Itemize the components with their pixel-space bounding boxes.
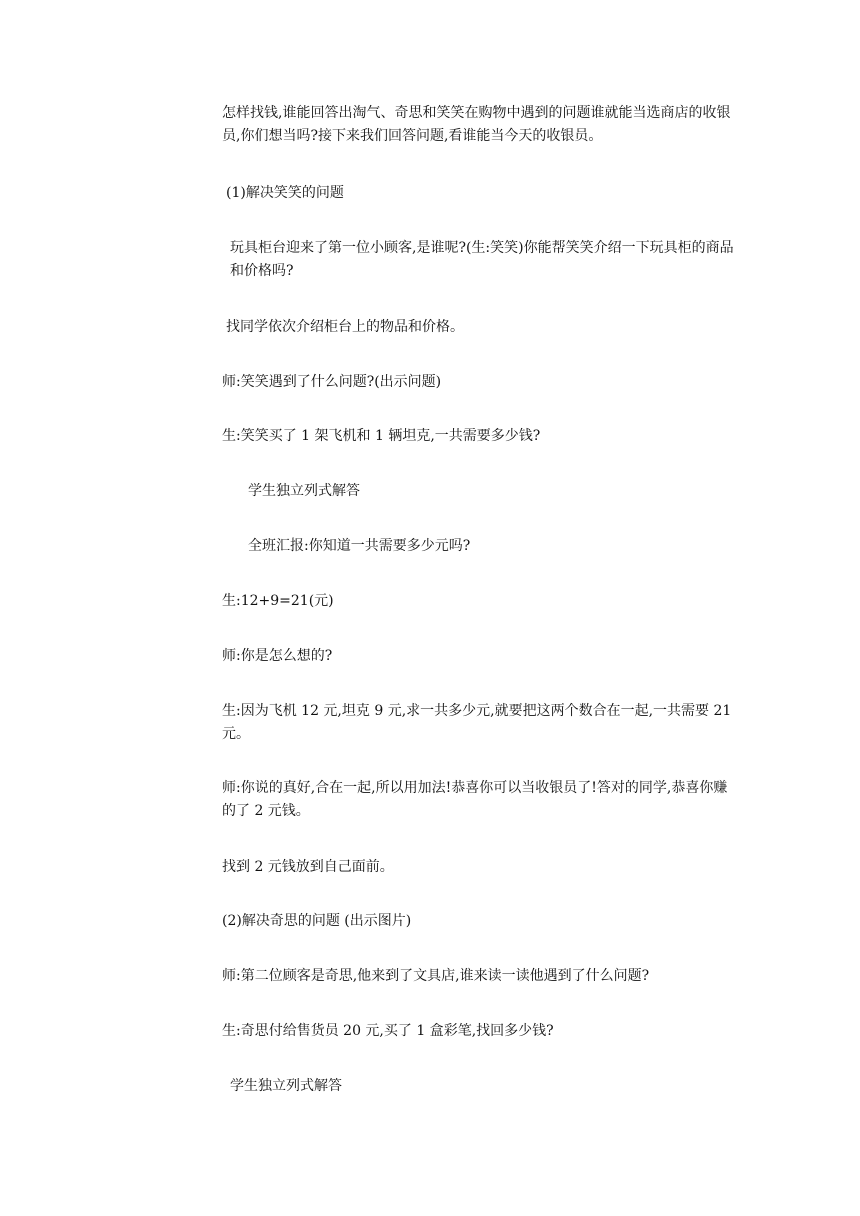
paragraph-student-problem: 生:笑笑买了 1 架飞机和 1 辆坦克,一共需要多少钱? — [222, 428, 541, 444]
paragraph-class-report: 全班汇报:你知道一共需要多少元吗? — [248, 538, 471, 554]
paragraph-toy-counter: 玩具柜台迎来了第一位小顾客,是谁呢?(生:笑笑)你能帮笑笑介绍一下玩具柜的商品和价格吗? — [230, 240, 734, 279]
paragraph-teacher-praise: 师:你说的真好,合在一起,所以用加法!恭喜你可以当收银员了!答对的同学,恭喜你赚的了 2 元钱。 — [222, 780, 728, 819]
paragraph-independent-solve: 学生独立列式解答 — [248, 483, 360, 499]
paragraph-student-answer: 生:12+9=21(元) — [222, 593, 334, 609]
section-heading-qisi: (2)解决奇思的问题 (出示图片) — [222, 913, 412, 929]
paragraph-introduce-items: 找同学依次介绍柜台上的物品和价格。 — [226, 319, 464, 335]
paragraph-qisi-problem: 生:奇思付给售货员 20 元,买了 1 盒彩笔,找回多少钱? — [222, 1023, 554, 1039]
paragraph-teacher-question: 师:笑笑遇到了什么问题?(出示问题) — [222, 374, 442, 390]
paragraph-student-reason: 生:因为飞机 12 元,坦克 9 元,求一共多少元,就要把这两个数合在一起,一共需要 21 元。 — [222, 703, 732, 742]
section-heading-xiaoxiao: (1)解决笑笑的问题 — [226, 185, 344, 201]
paragraph-teacher-how: 师:你是怎么想的? — [222, 648, 333, 664]
paragraph-intro: 怎样找钱,谁能回答出淘气、奇思和笑笑在购物中遇到的问题谁就能当选商店的收银员,你们想当吗?接下来我们回答问题,看谁能当今天的收银员。 — [222, 105, 731, 144]
paragraph-second-customer: 师:第二位顾客是奇思,他来到了文具店,谁来读一读他遇到了什么问题? — [222, 968, 650, 984]
paragraph-find-money: 找到 2 元钱放到自己面前。 — [222, 859, 394, 875]
paragraph-independent-solve-2: 学生独立列式解答 — [230, 1078, 342, 1094]
